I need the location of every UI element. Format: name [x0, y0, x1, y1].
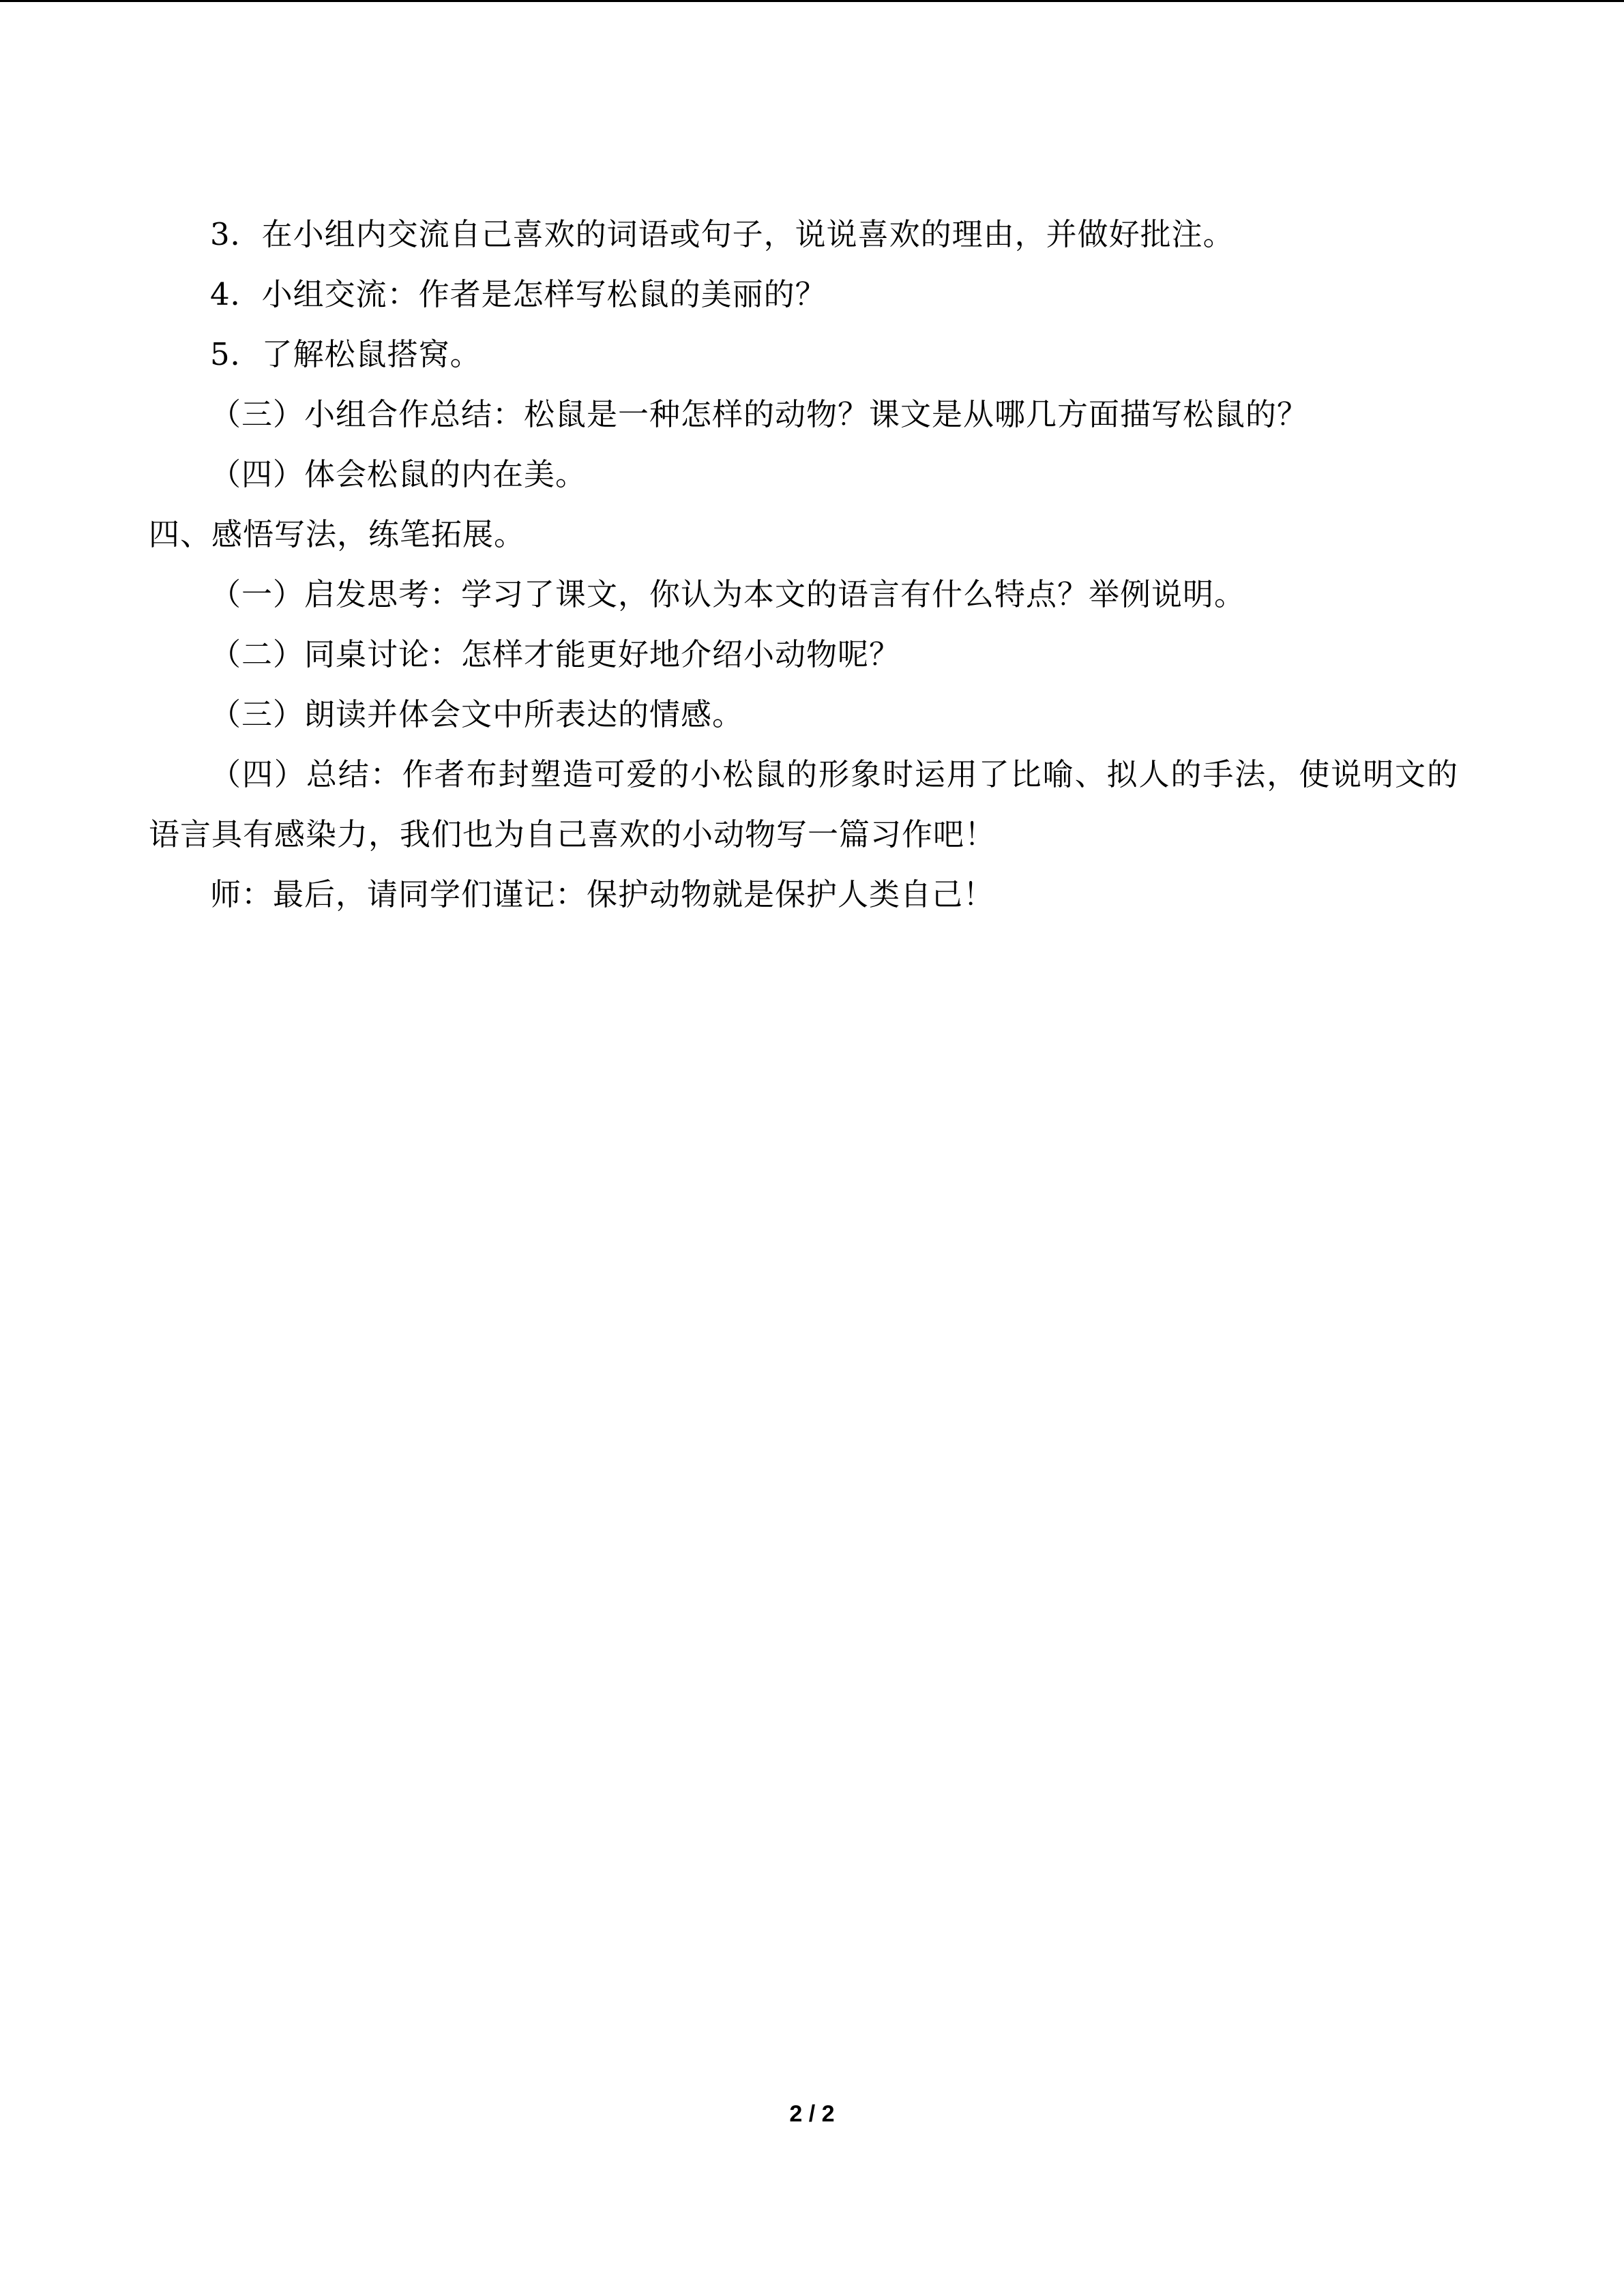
list-item-4: 4．小组交流：作者是怎样写松鼠的美丽的？: [210, 276, 827, 312]
section-heading-4: 四、感悟写法，练笔拓展。: [149, 516, 526, 552]
page-number: 2 / 2: [789, 2101, 835, 2127]
list-item-5: 5．了解松鼠搭窝。: [210, 336, 482, 372]
sub-section-4: （四）体会松鼠的内在美。: [210, 456, 587, 492]
document-body: [149, 205, 1458, 925]
list-item-3: 3．在小组内交流自己喜欢的词语或句子，说说喜欢的理由，并做好批注。: [210, 216, 1235, 252]
sub-section-1: （一）启发思考：学习了课文，你认为本文的语言有什么特点？举例说明。: [210, 576, 1246, 612]
sub-section-2: （二）同桌讨论：怎样才能更好地介绍小动物呢？: [210, 636, 901, 672]
sub-section-3b: （三）朗读并体会文中所表达的情感。: [210, 696, 744, 732]
page-top-border: [0, 0, 1624, 2]
teacher-closing-line: 师：最后，请同学们谨记：保护动物就是保护人类自己！: [210, 876, 995, 912]
sub-section-3: （三）小组合作总结：松鼠是一种怎样的动物？课文是从哪几方面描写松鼠的？: [210, 396, 1309, 432]
summary-paragraph: （四）总结：作者布封塑造可爱的小松鼠的形象时运用了比喻、拟人的手法，使说明文的语言具有感染力，我们也为自己喜欢的小动物写一篇习作吧！: [149, 756, 1458, 852]
